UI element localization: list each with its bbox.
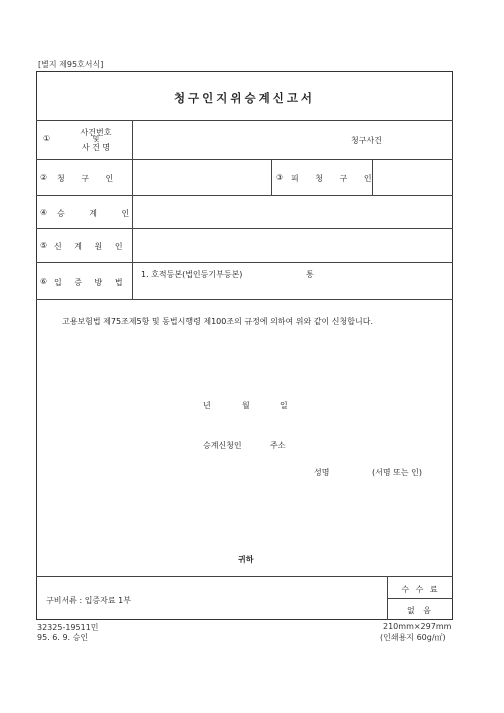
statement-text: 고용보험법 제75조제5항 및 동법시행령 제100조의 규정에 의하여 위와 같이 신청합니다. [62,317,373,326]
signature-note: (서명 또는 인) [372,468,422,477]
form-title: 청구인지위승계신고서 [173,91,316,105]
row-number: ① [43,134,51,143]
proof-label: 입 증 방 법 [54,278,128,287]
addressee: 귀하 [238,555,254,564]
divider [36,195,453,196]
divider [36,228,453,229]
cause-label: 신 계 원 인 [54,242,128,251]
row-number: ⑤ [40,241,48,250]
date-day: 일 [280,401,288,410]
applicant-label: 승계신청인 [203,441,242,450]
form-code: 32325-19511민 [37,623,99,632]
form-number-label: [별지 제95호서식] [38,60,104,69]
row-number: ② [40,173,48,182]
address-label: 주소 [270,441,286,450]
successor-label: 승 계 인 [57,209,141,218]
date-month: 월 [242,401,250,410]
paper-size: 210mm×297mm [383,622,452,631]
attachments-text: 구비서류 : 입증자료 1부 [46,596,131,605]
divider [36,576,453,577]
claimant-label: 청 구 인 [57,174,121,183]
date-year: 년 [203,401,211,410]
fee-value: 없 음 [407,606,434,615]
case-value: 청구사건 [351,136,382,145]
proof-unit: 통 [306,270,314,279]
form-frame [36,71,453,620]
divider [387,598,453,599]
approval-date: 95. 6. 9. 승인 [37,633,89,642]
paper-spec: (인쇄용지 60g/㎡) [380,633,446,642]
row-number: ⑥ [40,277,48,286]
divider [36,262,453,263]
case-and-label: 및 [92,135,100,143]
row-number: ④ [40,208,48,217]
divider [271,159,272,195]
divider [36,299,453,300]
divider [36,159,453,160]
name-label: 성명 [314,468,330,477]
proof-value: 1. 호적등본(법인등기부등본) [141,270,243,279]
case-number-label: 사건번호 [80,128,112,137]
row-number: ③ [276,173,284,182]
fee-label: 수 수 료 [401,585,440,594]
case-name-label: 사 건 명 [81,143,111,152]
divider [36,120,453,121]
respondent-label: 피 청 구 인 [291,174,379,183]
